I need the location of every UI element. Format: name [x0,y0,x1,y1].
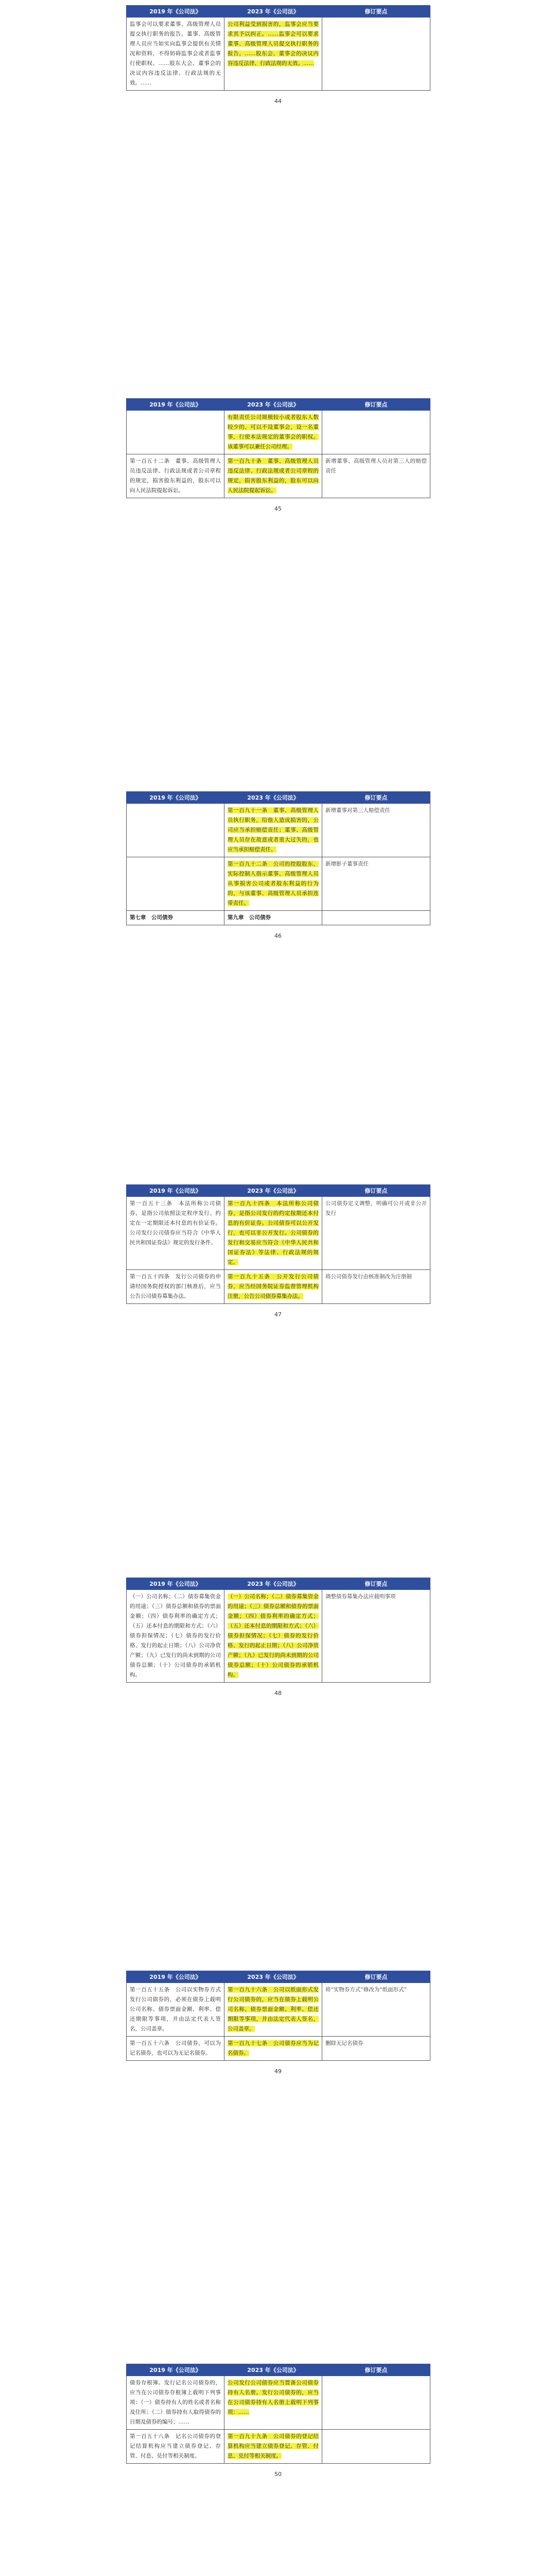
header-row [127,1185,430,1197]
provision-2023: 第一百九十二条 公司的控股股东、实际控制人指示董事、高级管理人员从事损害公司或者股东利益的行为的，与该董事、高级管理人员承担连带责任。 [228,861,319,906]
column-header-2019: 2019 年《公司法》 [127,2364,224,2376]
column-header-2023: 2023 年《公司法》 [224,1185,322,1197]
cell-2023-text [224,454,322,498]
comparison-sheet [126,398,430,498]
page-number: 46 [274,933,282,939]
provision-2023: 第一百九十条 董事、高级管理人员违反法律、行政法规或者公司章程的规定，损害股东利益的，股东可以向人民法院提起诉讼。 [228,458,319,494]
provision-2023: 第一百九十七条 公司债券应当为记名债券。 [228,2040,319,2056]
comparison-row [127,1983,430,2037]
cell-2019-text [127,1983,224,2037]
cell-revision-note [322,1197,430,1270]
comparison-table [126,791,430,925]
column-header-notes: 修订要点 [322,1578,430,1590]
revision-note: 公司债券定义调整，明确可公开或非公开发行 [325,1200,427,1216]
cell-2023-text [224,2430,322,2464]
header-row [127,1971,430,1983]
revision-note: 新增董事、高级管理人员对第三人的赔偿责任 [325,458,427,474]
comparison-row [127,804,430,857]
provision-2023: 第一百九十四条 本法所称公司债券，是指公司发行的约定按期还本付息的有价证券。公司债券可以公开发行，也可以非公开发行。公司债券的发行和交易应当符合《中华人民共和国证券法》等法律、行政法规的规定。 [228,1200,319,1265]
comparison-row [127,2037,430,2061]
comparison-row [127,1270,430,1304]
comparison-table [126,1971,430,2061]
provision-2019: 监事会可以要求董事、高级管理人员提交执行职务的报告。董事、高级管理人员应当如实向监事会提供有关情况和资料，不得妨碍监事会或者监事行使职权。……股东大会、董事会的决议内容违反法律、行政法规的无效。…… [130,21,221,86]
revision-note: 删除无记名债券 [325,2040,363,2046]
column-header-notes: 修订要点 [322,1185,430,1197]
header-row [127,792,430,804]
cell-2023-text [224,804,322,857]
column-header-notes: 修订要点 [322,2364,430,2376]
revision-note: 调整债券募集办法应载明事项 [325,1594,396,1600]
chapter-2019: 第七章 公司债券 [127,911,224,925]
column-header-2019: 2019 年《公司法》 [127,1578,224,1590]
column-header-2023: 2023 年《公司法》 [224,1578,322,1590]
column-header-2019: 2019 年《公司法》 [127,6,224,18]
cell-revision-note [322,454,430,498]
cell-2019-text [127,804,224,857]
cell-revision-note [322,1590,430,1683]
provision-2019: 第一百五十五条 公司以实物券方式发行公司债券的，必须在债券上载明公司名称、债券票面金额、利率、偿还期限等事项，并由法定代表人签名，公司盖章。 [130,1987,221,2032]
cell-revision-note [322,2430,430,2464]
cell-2023-text [224,1197,322,1270]
cell-2023-text [224,2037,322,2061]
comparison-sheet [126,1578,430,1683]
cell-2019-text [127,454,224,498]
comparison-table [126,2364,430,2464]
revision-note: 将“实物券方式”修改为“纸面形式” [325,1987,407,1993]
page-number: 44 [274,98,282,105]
provision-2023: 公司利益受到损害的，监事会应当要求其予以纠正。……监事会可以要求董事、高级管理人员提交执行职务的报告。……股东会、董事会的决议内容违反法律、行政法规的无效。…… [228,21,319,66]
column-header-2023: 2023 年《公司法》 [224,6,322,18]
document-page [0,393,556,777]
document-page [0,786,556,1170]
comparison-table [126,5,430,91]
column-header-2019: 2019 年《公司法》 [127,399,224,411]
provision-2019: 第一百五十四条 发行公司债券的申请经国务院授权的部门核准后，应当公告公司债券募集办法。 [130,1274,221,1299]
comparison-table [126,1578,430,1683]
comparison-sheet [126,791,430,925]
cell-revision-note [322,18,430,91]
provision-2023: 第一百九十一条 董事、高级管理人员执行职务，给他人造成损害的，公司应当承担赔偿责任；董事、高级管理人员存在故意或者重大过失的，也应当承担赔偿责任。 [228,807,319,853]
cell-revision-note [322,804,430,857]
comparison-row [127,1197,430,1270]
cell-2019-text [127,857,224,911]
cell-2019-text [127,18,224,91]
comparison-row [127,2376,430,2430]
header-row [127,1578,430,1590]
page-number: 47 [274,1311,282,1318]
comparison-table [126,1184,430,1304]
comparison-row [127,2430,430,2464]
column-header-2023: 2023 年《公司法》 [224,792,322,804]
column-header-2019: 2019 年《公司法》 [127,1971,224,1983]
comparison-row [127,857,430,911]
cell-2019-text [127,1590,224,1683]
cell-2019-text [127,2430,224,2464]
provision-2019: 第一百五十二条 董事、高级管理人员违反法律、行政法规或者公司章程的规定，损害股东利益的，股东可以向人民法院提起诉讼。 [130,458,221,494]
cell-2023-text [224,1590,322,1683]
column-header-notes: 修订要点 [322,399,430,411]
cell-2019-text [127,1270,224,1304]
comparison-row [127,1590,430,1683]
provision-2019: 第一百五十八条 记名公司债券的登记结算机构应当建立债券登记、存管、付息、兑付等相关制度。 [130,2433,221,2459]
column-header-notes: 修订要点 [322,792,430,804]
provision-2019: 第一百五十三条 本法所称公司债券，是指公司依照法定程序发行、约定在一定期限还本付息的有价证券。公司发行公司债券应当符合《中华人民共和国证券法》规定的发行条件。 [130,1200,221,1246]
comparison-sheet [126,5,430,91]
revision-note: 将公司债券发行由核准制改为注册制 [325,1274,412,1280]
cell-revision-note [322,2037,430,2061]
cell-2019-text [127,1197,224,1270]
cell-revision-note [322,2376,430,2430]
chapter-note [322,911,430,925]
cell-2023-text [224,857,322,911]
page-number: 48 [274,1690,282,1697]
document-page [0,2359,556,2576]
provision-2023: 第一百九十九条 公司债券的登记结算机构应当建立债券登记、存管、付息、兑付等相关制度。 [228,2433,319,2459]
cell-2019-text [127,2376,224,2430]
column-header-notes: 修订要点 [322,6,430,18]
cell-2019-text [127,411,224,454]
column-header-2019: 2019 年《公司法》 [127,1185,224,1197]
provision-2019: 债券存根簿。发行记名公司债券的，应当在公司债券存根簿上载明下列事项：（一）债券持有人的姓名或者名称及住所；（二）债券持有人取得债券的日期及债券的编号；…… [130,2380,221,2425]
cell-revision-note [322,411,430,454]
page-number: 50 [274,2471,282,2478]
cell-revision-note [322,1270,430,1304]
provision-2019: （一）公司名称；（二）债券募集资金的用途；（三）债券总额和债券的票面金额；（四）债券利率的确定方式；（五）还本付息的期限和方式；（六）债券担保情况；（七）债券的发行价格、发行的起止日期；（八）公司净资产额；（九）已发行的尚未到期的公司债券总额；（十）公司债券的承销机构。 [130,1594,221,1678]
chapter-row [127,911,430,925]
cell-revision-note [322,1983,430,2037]
cell-2023-text [224,411,322,454]
revision-note: 新增影子董事责任 [325,861,369,867]
column-header-2023: 2023 年《公司法》 [224,399,322,411]
page-number: 49 [274,2068,282,2075]
provision-2023: （一）公司名称；（二）债券募集资金的用途；（三）债券总额和债券的票面金额；（四）债券利率的确定方式；（五）还本付息的期限和方式；（六）债券担保情况；（七）债券的发行价格、发行的起止日期；（八）公司净资产额；（九）已发行的尚未到期的公司债券总额；（十）公司债券的承销机构。 [228,1594,319,1678]
comparison-sheet [126,2364,430,2464]
provision-2023: 公司发行公司债券应当置备公司债券持有人名册。发行公司债券的，应当在公司债券持有人名册上载明下列事项：…… [228,2380,319,2415]
comparison-row [127,18,430,91]
cell-2023-text [224,2376,322,2430]
provision-2023: 第一百九十五条 公开发行公司债券，应当经国务院证券监督管理机构注册，公告公司债券募集办法。 [228,1274,319,1299]
document-page [0,1572,556,1956]
column-header-notes: 修订要点 [322,1971,430,1983]
column-header-2023: 2023 年《公司法》 [224,1971,322,1983]
provision-2019: 第一百五十六条 公司债券，可以为记名债券，也可以为无记名债券。 [130,2040,221,2056]
cell-2019-text [127,2037,224,2061]
comparison-table [126,398,430,498]
comparison-row [127,411,430,454]
column-header-2023: 2023 年《公司法》 [224,2364,322,2376]
document-page [0,0,556,384]
cell-2023-text [224,1983,322,2037]
cell-2023-text [224,18,322,91]
chapter-2023: 第九章 公司债券 [224,911,322,925]
provision-2023: 第一百九十六条 公司以纸面形式发行公司债券的，应当在债券上载明公司名称、债券票面金额、利率、偿还期限等事项，并由法定代表人签名，公司盖章。 [228,1987,319,2032]
comparison-sheet [126,1184,430,1304]
document-page [0,1179,556,1563]
page-number: 45 [274,505,282,512]
comparison-sheet [126,1971,430,2061]
cell-2023-text [224,1270,322,1304]
cell-revision-note [322,857,430,911]
header-row [127,399,430,411]
column-header-2019: 2019 年《公司法》 [127,792,224,804]
header-row [127,2364,430,2376]
provision-2023: 有限责任公司规模较小或者股东人数较少的，可以不设董事会，设一名董事，行使本法规定的董事会的职权。该董事可以兼任公司经理。 [228,414,319,450]
header-row [127,6,430,18]
document-page [0,1965,556,2349]
revision-note: 新增董事对第三人赔偿责任 [325,807,390,814]
comparison-row [127,454,430,498]
